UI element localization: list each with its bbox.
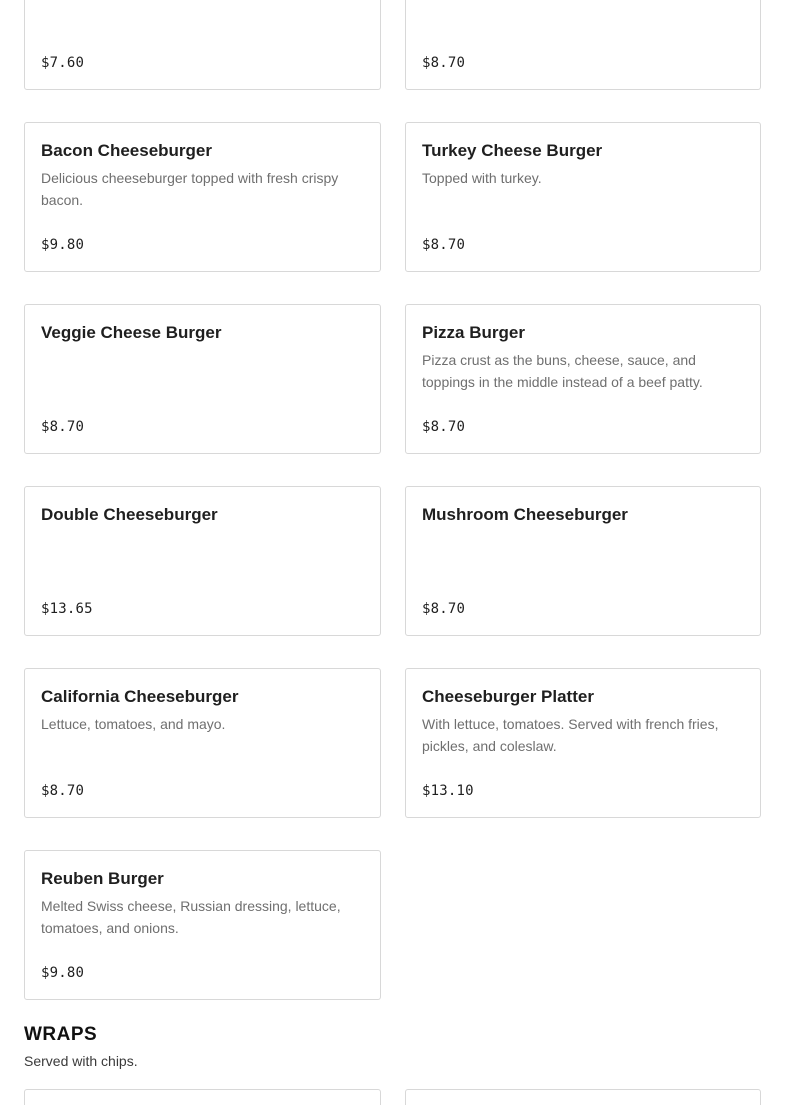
section-subtitle: Served with chips.	[24, 1053, 138, 1069]
menu-item-card[interactable]	[24, 1089, 381, 1105]
menu-item-price: $9.80	[41, 237, 85, 253]
menu-item-description: Melted Swiss cheese, Russian dressing, lettuce, tomatoes, and onions.	[41, 898, 341, 936]
menu-item-name: Pizza Burger	[422, 323, 525, 342]
menu-item-name: Reuben Burger	[41, 869, 164, 888]
menu-item-description: Topped with turkey.	[422, 170, 542, 186]
menu-item-price: $13.10	[422, 783, 474, 799]
menu-item-card[interactable]	[405, 304, 761, 454]
menu-item-card[interactable]	[24, 486, 381, 636]
menu-item-card[interactable]	[405, 486, 761, 636]
menu-item-name: California Cheeseburger	[41, 687, 239, 706]
menu-item-name: Mushroom Cheeseburger	[422, 505, 628, 524]
menu-item-name: Double Cheeseburger	[41, 505, 218, 524]
menu-item-card[interactable]	[24, 668, 381, 818]
menu-item-card[interactable]	[24, 304, 381, 454]
menu-item-description: Delicious cheeseburger topped with fresh crispy bacon.	[41, 170, 339, 208]
menu-item-description: With lettuce, tomatoes. Served with french fries, pickles, and coleslaw.	[422, 716, 719, 754]
menu-item-price: $8.70	[422, 601, 466, 617]
menu-item-price: $7.60	[41, 55, 85, 71]
menu-item-name: Veggie Cheese Burger	[41, 323, 222, 342]
menu-item-price: $9.80	[41, 965, 85, 981]
menu-item-card[interactable]	[24, 122, 381, 272]
menu-item-price: $8.70	[422, 237, 466, 253]
menu-item-card[interactable]	[24, 0, 381, 90]
menu-item-name: Cheeseburger Platter	[422, 687, 594, 706]
menu-item-description: Pizza crust as the buns, cheese, sauce, and toppings in the middle instead of a beef patty.	[422, 352, 703, 390]
menu-item-card[interactable]	[405, 0, 761, 90]
menu-item-description: Lettuce, tomatoes, and mayo.	[41, 716, 226, 732]
menu-item-price: $8.70	[422, 419, 466, 435]
burger-menu-grid	[24, 0, 761, 1000]
menu-item-card[interactable]	[405, 668, 761, 818]
menu-item-price: $8.70	[422, 55, 466, 71]
wraps-menu-grid	[24, 1089, 761, 1105]
menu-item-name: Bacon Cheeseburger	[41, 141, 212, 160]
menu-item-price: $13.65	[41, 601, 93, 617]
menu-item-card[interactable]	[405, 1089, 761, 1105]
wraps-section-header	[24, 1024, 138, 1070]
section-title: WRAPS	[24, 1024, 98, 1045]
menu-item-card[interactable]	[24, 850, 381, 1000]
menu-item-price: $8.70	[41, 783, 85, 799]
menu-item-card[interactable]	[405, 122, 761, 272]
menu-item-price: $8.70	[41, 419, 85, 435]
menu-item-name: Turkey Cheese Burger	[422, 141, 603, 160]
